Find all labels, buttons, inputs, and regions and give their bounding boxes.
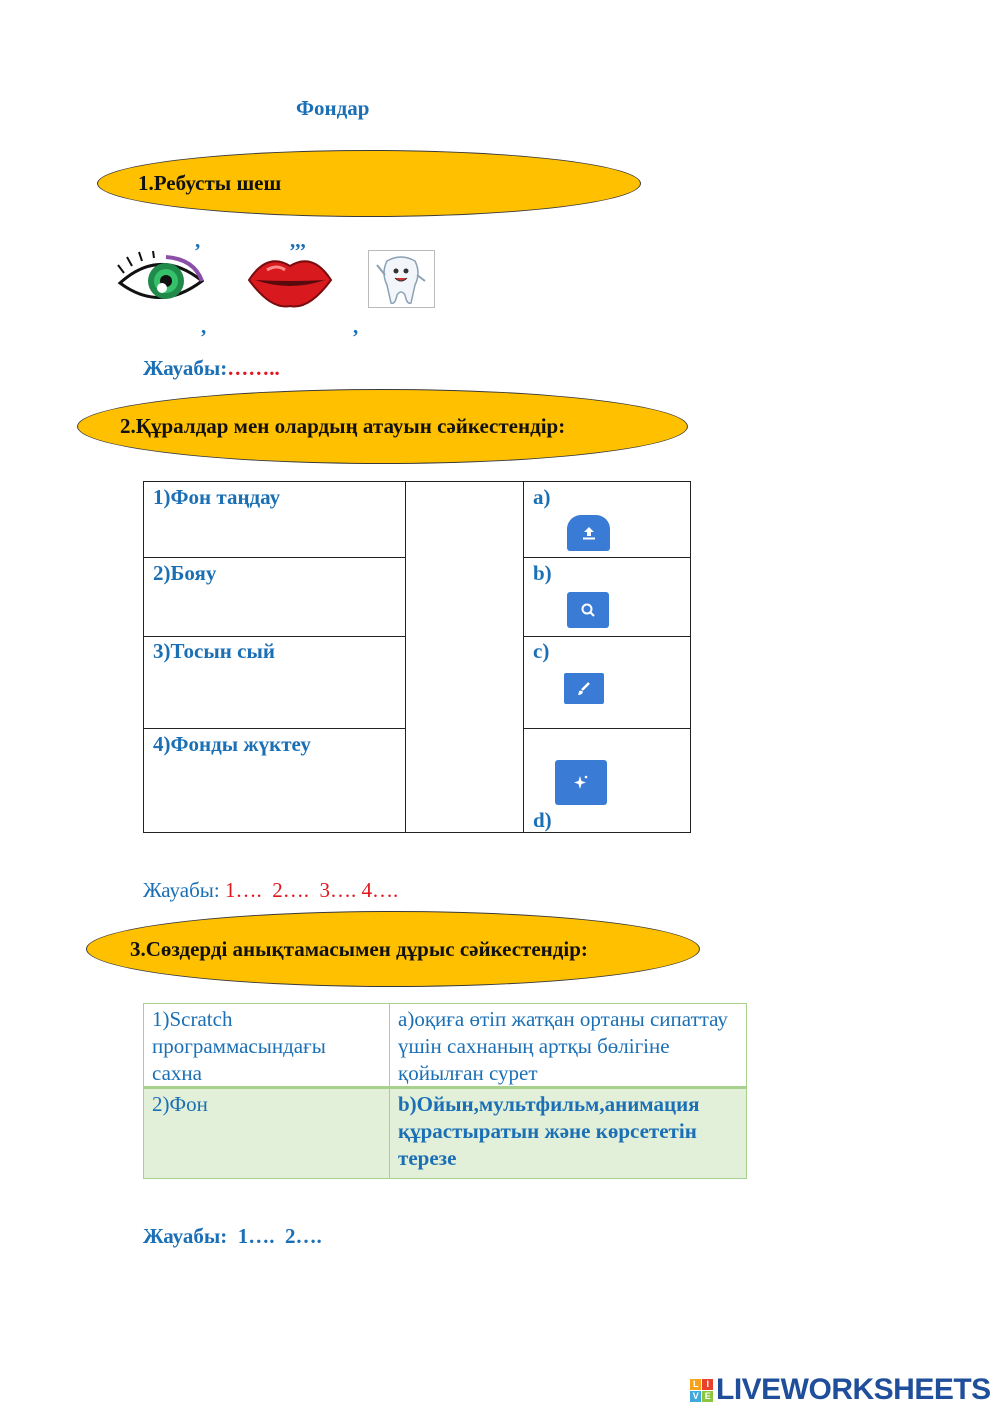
- option-label-c: c): [533, 639, 550, 663]
- logo-text: LIVEWORKSHEETS: [716, 1373, 991, 1406]
- tool-label-2: 2)Бояу: [153, 561, 217, 585]
- task1-heading: 1.Ребусты шеш: [97, 150, 641, 217]
- liveworksheets-logo: [690, 1372, 991, 1408]
- matching-table-tools: [143, 481, 691, 833]
- option-label-a: a): [533, 485, 551, 509]
- logo-mark-icon: L I V E: [690, 1379, 713, 1402]
- task3-answer: Жауабы: 1…. 2….: [143, 1224, 322, 1248]
- eye-icon: [116, 251, 204, 309]
- option-label-b: b): [533, 561, 552, 585]
- tooth-icon: [368, 250, 435, 308]
- rebus-mark-lips-top: ,,,: [290, 228, 306, 252]
- term-cell-2: 2)Фон: [143, 1088, 390, 1179]
- task2-answer-slot-4[interactable]: 4….: [361, 878, 399, 902]
- task2-answer-slot-3[interactable]: 3….: [319, 878, 357, 902]
- page-title: Фондар: [296, 96, 370, 120]
- upload-icon: [567, 515, 610, 551]
- tool-label-4: 4)Фонды жүктеу: [153, 732, 311, 756]
- brush-icon: [564, 673, 604, 704]
- tool-label-1: 1)Фон таңдау: [153, 485, 281, 509]
- task1-answer: Жауабы:……..: [143, 356, 280, 380]
- search-icon: [567, 592, 609, 628]
- term-cell-1: 1)Scratch программасындағы сахна: [143, 1003, 390, 1088]
- task2-answer-slot-2[interactable]: 2….: [272, 878, 309, 902]
- rebus-mark-eye-top: ,: [195, 228, 201, 252]
- option-label-d: d): [533, 808, 552, 832]
- lips-icon: [247, 252, 333, 310]
- task3-answer-slot-1[interactable]: 1….: [237, 1224, 275, 1248]
- task3-answer-slot-2[interactable]: 2….: [285, 1224, 322, 1248]
- task2-answer: Жауабы: 1…. 2…. 3…. 4….: [143, 878, 399, 902]
- definition-cell-a: a)оқиға өтіп жатқан ортаны сипаттау үшін сахнаның артқы бөлігіне қойылған сурет: [389, 1003, 747, 1088]
- task2-answer-slot-1[interactable]: 1….: [224, 878, 262, 902]
- sparkle-icon: [555, 760, 607, 805]
- task3-heading: 3.Сөздерді анықтамасымен дұрыс сәйкестендір:: [86, 911, 700, 987]
- task1-answer-blank[interactable]: ……..: [227, 356, 280, 380]
- rebus-mark-eye-bottom: ,: [201, 314, 207, 338]
- match-space[interactable]: [405, 481, 524, 833]
- definition-cell-b: b)Ойын,мультфильм,анимация құрастыратын және көрсететін терезе: [389, 1088, 747, 1179]
- tool-label-3: 3)Тосын сый: [153, 639, 275, 663]
- rebus-mark-lips-bottom: ,: [353, 314, 359, 338]
- task2-heading: 2.Құралдар мен олардың атауын сәйкестендір:: [77, 389, 688, 464]
